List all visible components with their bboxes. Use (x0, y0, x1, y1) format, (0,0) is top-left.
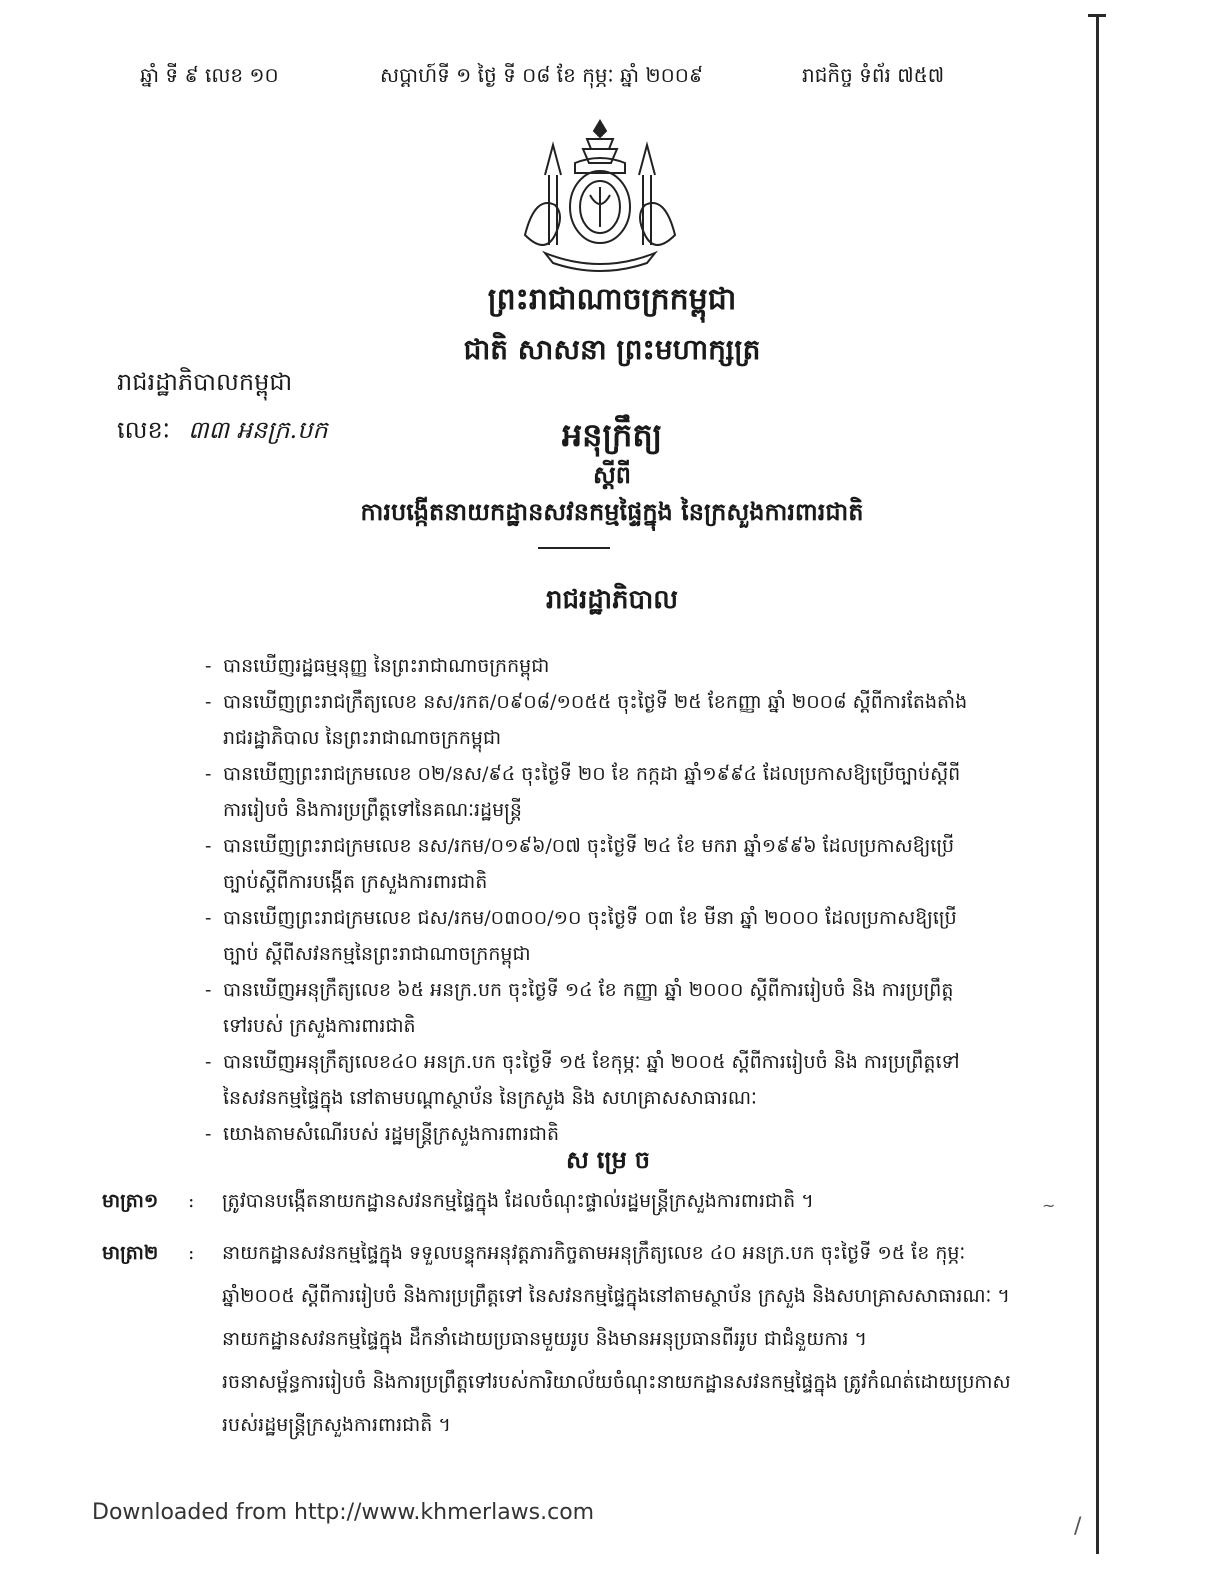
document-subject: ការបង្កើតនាយកដ្ឋានសវនកម្មផ្ទៃក្នុង នៃក្រសួងការពារជាតិ (360, 497, 864, 526)
article-2-line: ឆ្នាំ២០០៥ ស្តីពីការរៀបចំ និងការប្រព្រឹត្តទៅ នៃសវនកម្មផ្ទៃក្នុងនៅតាមស្ថាប័ន ក្រសួង និងសហគ្រាសសាធារណៈ ។ (222, 1285, 1010, 1307)
document-number-value: ៣៣ អនក្រ.បក (188, 416, 328, 444)
article-2-line: នាយកដ្ឋានសវនកម្មផ្ទៃក្នុង ដឹកនាំដោយប្រធានមួយរូប និងមានអនុប្រធានពីររូប ជាជំនួយការ ។ (222, 1328, 867, 1350)
preamble-item: - បានឃើញព្រះរាជក្រមលេខ ជស/រកម/០៣០០/១០ ចុះថ្ងៃទី ០៣ ខែ មីនា ឆ្នាំ ២០០០ ដែលប្រកាសឱ្យប្រើ ច្បាប់ ស្តីពីសវនកម្មនៃព្រះរាជាណាចក្រកម្ពុជា (205, 907, 957, 965)
scan-stroke-mark: / (1074, 1514, 1082, 1539)
document-type: អនុក្រឹត្យ (561, 416, 663, 454)
royal-coat-of-arms-icon (505, 115, 695, 275)
decision-heading: សម្រេច (565, 1145, 659, 1174)
header-issue: ឆ្នាំ ទី ៩ លេខ ១០ (140, 63, 279, 87)
article-1-text: ត្រូវបានបង្កើតនាយកដ្ឋានសវនកម្មផ្ទៃក្នុង ដែលចំណុះផ្ទាល់រដ្ឋមន្ត្រីក្រសួងការពារជាតិ ។ (222, 1190, 814, 1212)
kingdom-name: ព្រះរាជាណាចក្រកម្ពុជា (487, 282, 737, 317)
article-2-line: រចនាសម្ព័ន្ធការរៀបចំ និងការប្រព្រឹត្តទៅរបស់ការិយាល័យចំណុះនាយកដ្ឋានសវនកម្មផ្ទៃក្នុង ត្រូវកំណត់ដោយប្រកាស (222, 1371, 1011, 1393)
article-2 (102, 1232, 1042, 1447)
subject-prefix: ស្តីពី (592, 460, 632, 489)
preamble-item: - បានឃើញអនុក្រឹត្យលេខ ៦៥ អនក្រ.បក ចុះថ្ងៃទី ១៤ ខែ កញ្ញា ឆ្នាំ ២០០០ ស្តីពីការរៀបចំ និង ការប្រព្រឹត្ត ទៅរបស់ ក្រសួងការពារជាតិ (205, 979, 954, 1037)
article-1 (102, 1180, 1042, 1223)
article-1-colon: : (188, 1190, 195, 1212)
preamble-item: - បានឃើញព្រះរាជក្រមលេខ ០២/នស/៩៤ ចុះថ្ងៃទី ២០ ខែ កក្កដា ឆ្នាំ១៩៩៤ ដែលប្រកាសឱ្យប្រើច្បាប់ស្តីពី ការរៀបចំ និងការប្រព្រឹត្តទៅនៃគណៈរដ្ឋមន្ត្រី (205, 763, 961, 821)
preamble-item: - យោងតាមសំណើរបស់ រដ្ឋមន្ត្រីក្រសួងការពារជាតិ (205, 1123, 560, 1145)
scan-scribble-mark: ~ (1042, 1196, 1056, 1215)
preamble-item: - បានឃើញអនុក្រឹត្យលេខ៤០ អនក្រ.បក ចុះថ្ងៃទី ១៥ ខែកុម្ភៈ ឆ្នាំ ២០០៥ ស្តីពីការរៀបចំ និង ការប្រព្រឹត្តទៅ នៃសវនកម្មផ្ទៃក្នុង នៅតាមបណ្តាស្ថាប័ន នៃក្រសួង និង សហគ្រាសសាធារណៈ (205, 1051, 960, 1109)
title-divider (538, 547, 610, 549)
article-2-line: នាយកដ្ឋានសវនកម្មផ្ទៃក្នុង ទទួលបន្ទុកអនុវត្តភារកិច្ចតាមអនុក្រឹត្យលេខ ៤០ អនក្រ.បក ចុះថ្ងៃទី ១៥ ខែ កុម្ភៈ (222, 1242, 966, 1264)
preamble-item: - បានឃើញព្រះរាជក្រឹត្យលេខ នស/រកត/០៩០៨/១០៥៥ ចុះថ្ងៃទី ២៥ ខែកញ្ញា ឆ្នាំ ២០០៨ ស្តីពីការតែងតាំង រាជរដ្ឋាភិបាល នៃព្រះរាជាណាចក្រកម្ពុជា (205, 691, 968, 749)
download-source-footer: Downloaded from http://www.khmerlaws.com (92, 1500, 595, 1525)
national-motto: ជាតិ សាសនា ព្រះមហាក្សត្រ (463, 333, 761, 366)
gazette-header (140, 62, 1000, 92)
header-date: សប្តាហ៍ទី ១ ថ្ងៃ ទី ០៨ ខែ កុម្ភៈ ឆ្នាំ ២០០៩ (380, 63, 704, 87)
document-number-label: លេខៈ (117, 416, 171, 444)
scan-edge-line (1096, 14, 1099, 1554)
scan-edge-tick (1088, 14, 1106, 17)
article-2-colon: : (188, 1242, 195, 1264)
government-heading: រាជរដ្ឋាភិបាល (545, 585, 679, 615)
preamble-item: - បានឃើញរដ្ឋធម្មនុញ្ញ នៃព្រះរាជាណាចក្រកម្ពុជា (205, 655, 550, 677)
issuer-name: រាជរដ្ឋាភិបាលកម្ពុជា (117, 368, 293, 396)
article-2-label: មាត្រា២ (102, 1242, 159, 1264)
preamble-list (205, 648, 1005, 1152)
header-page: រាជកិច្ច ទំព័រ ៧៥៧ (802, 63, 945, 87)
article-1-label: មាត្រា១ (102, 1190, 159, 1212)
preamble-item: - បានឃើញព្រះរាជក្រមលេខ នស/រកម/០១៩៦/០៧ ចុះថ្ងៃទី ២៤ ខែ មករា ឆ្នាំ១៩៩៦ ដែលប្រកាសឱ្យប្រើ ច្បាប់ស្តីពីការបង្កើត ក្រសួងការពារជាតិ (205, 835, 955, 893)
article-2-line: របស់រដ្ឋមន្ត្រីក្រសួងការពារជាតិ ។ (222, 1414, 451, 1436)
